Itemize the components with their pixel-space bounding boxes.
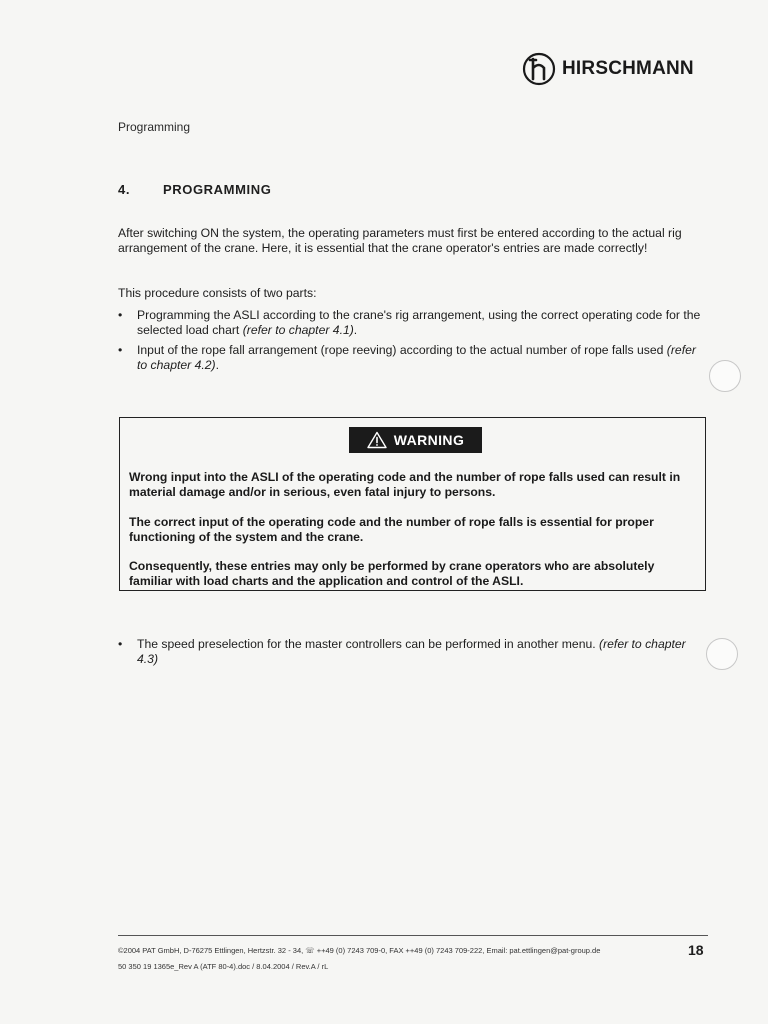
hirschmann-logo-icon xyxy=(522,52,556,86)
intro-paragraph: After switching ON the system, the operating parameters must first be entered according to the actual rig arrangement of the crane. Here, it is essential that the crane operator's entries are made correctly! xyxy=(118,226,682,255)
list-item xyxy=(118,308,708,338)
list-item xyxy=(118,637,708,667)
punch-hole xyxy=(706,638,738,670)
list-item-text: Programming the ASLI according to the crane's rig arrangement, using the correct operating code for the selected load chart xyxy=(137,308,701,337)
chapter-reference: (refer to chapter 4.2) xyxy=(137,343,696,372)
warning-paragraph: The correct input of the operating code and the number of rope falls is essential for proper functioning of the system and the crane. xyxy=(129,515,654,544)
warning-badge xyxy=(349,427,482,453)
running-head: Programming xyxy=(118,120,191,134)
page-number: 18 xyxy=(688,942,704,958)
list-item-end: . xyxy=(353,323,358,337)
logo-text: HIRSCHMANN xyxy=(562,58,694,79)
warning-triangle-icon xyxy=(367,431,387,449)
bullet-icon: • xyxy=(118,343,123,357)
warning-label: WARNING xyxy=(393,432,465,448)
chapter-reference: (refer to chapter 4.3) xyxy=(137,637,686,666)
procedure-intro: This procedure consists of two parts: xyxy=(118,286,317,300)
list-item-text: The speed preselection for the master controllers can be performed in another menu. xyxy=(137,637,600,651)
speed-preselection-list xyxy=(118,637,708,672)
section-heading xyxy=(118,182,271,197)
section-title: PROGRAMMING xyxy=(163,182,272,197)
footer-divider xyxy=(118,935,708,936)
warning-paragraph: Consequently, these entries may only be performed by crane operators who are absolutely familiar with load charts and the application and control of the ASLI. xyxy=(129,559,655,588)
list-item xyxy=(118,343,708,373)
footer-document-id: 50 350 19 1365e_Rev A (ATF 80-4).doc / 8.04.2004 / Rev.A / rL xyxy=(118,962,329,971)
procedure-list xyxy=(118,308,708,378)
warning-box xyxy=(119,417,706,591)
punch-hole xyxy=(709,360,741,392)
warning-paragraph: Wrong input into the ASLI of the operating code and the number of rope falls used can result in material damage and/or in serious, even fatal injury to persons. xyxy=(129,470,681,499)
bullet-icon: • xyxy=(118,637,123,651)
hirschmann-logo xyxy=(522,52,694,86)
section-number: 4. xyxy=(118,182,131,197)
chapter-reference: (refer to chapter 4.1) xyxy=(242,323,354,337)
list-item-text: Input of the rope fall arrangement (rope reeving) according to the actual number of rope falls used xyxy=(137,343,667,357)
bullet-icon: • xyxy=(118,308,123,322)
footer-address: ©2004 PAT GmbH, D-76275 Ettlingen, Hertzstr. 32 - 34, ☏ ++49 (0) 7243 709-0, FAX ++49 (0) 7243 709-222, Email: pat.ettlingen@pat-group.de xyxy=(118,946,601,955)
list-item-end: . xyxy=(215,358,219,372)
